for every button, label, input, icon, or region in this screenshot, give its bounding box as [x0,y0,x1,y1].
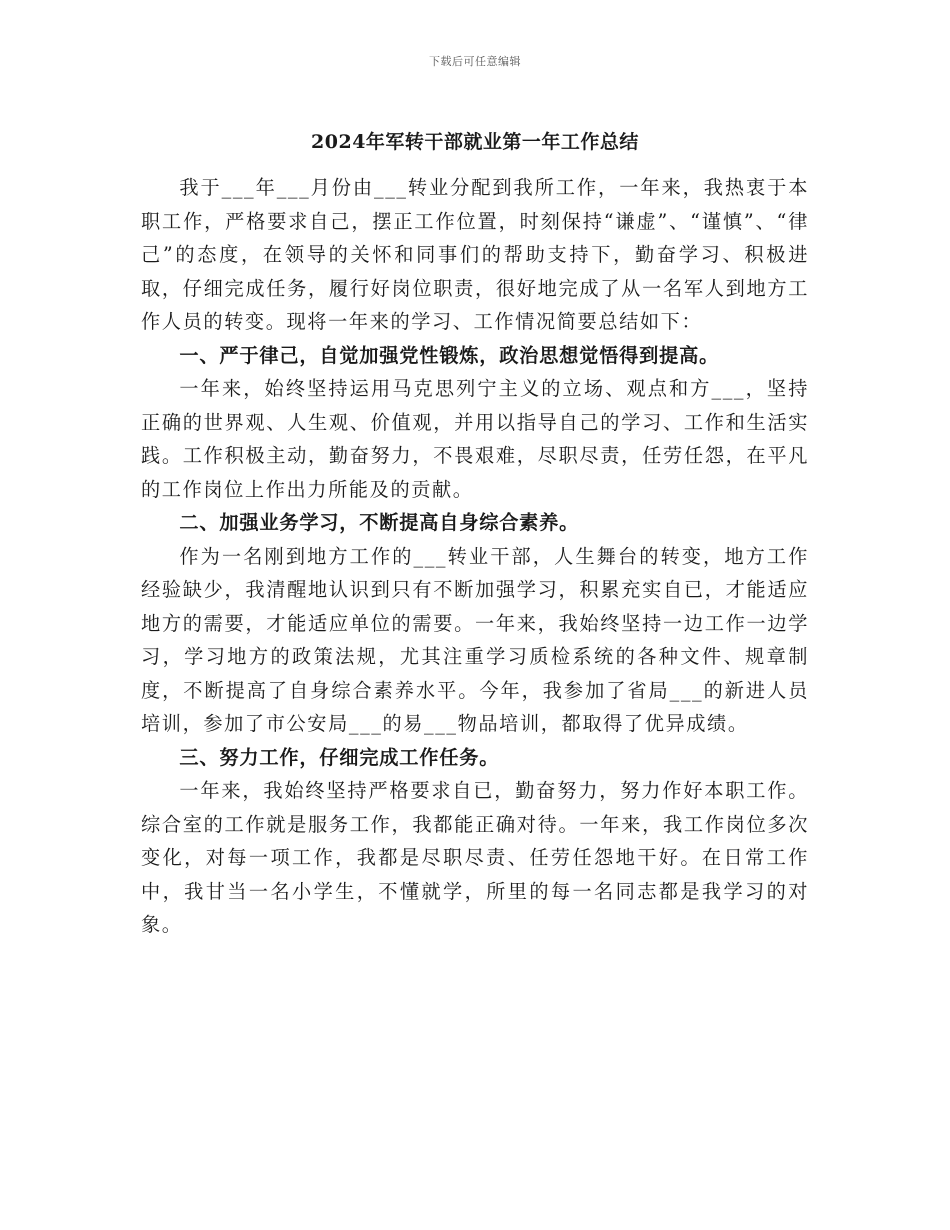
paragraph-intro: 我于___年___月份由___转业分配到我所工作，一年来，我热衷于本职工作，严格要求自己，摆正工作位置，时刻保持“谦虚”、“谨慎”、“律己”的态度，在领导的关怀和同事们的帮助支持下，勤奋学习、积极进取，仔细完成任务，履行好岗位职责，很好地完成了从一名军人到地方工作人员的转变。现将一年来的学习、工作情况简要总结如下： [141,176,809,333]
document-title: 2024年军转干部就业第一年工作总结 [311,131,639,153]
section-heading-3: 三、努力工作，仔细完成工作任务。 [179,745,500,769]
document-body [141,171,809,942]
paragraph-section-1: 一年来，始终坚持运用马克思列宁主义的立场、观点和方___，坚持正确的世界观、人生观、价值观，并用以指导自己的学习、工作和生活实践。工作积极主动，勤奋努力，不畏艰难，尽职尽责，任劳任怨，在平凡的工作岗位上作出力所能及的贡献。 [141,377,809,501]
section-heading-2: 二、加强业务学习，不断提高自身综合素养。 [179,511,580,534]
header-note: 下载后可任意编辑 [429,55,521,68]
section-heading-1: 一、严于律己，自觉加强党性锻炼，政治思想觉悟得到提高。 [179,343,720,367]
paragraph-section-3: 一年来，我始终坚持严格要求自已，勤奋努力，努力作好本职工作。综合室的工作就是服务工作，我都能正确对待。一年来，我工作岗位多次变化，对每一项工作，我都是尽职尽责、任劳任怨地干好。在日常工作中，我甘当一名小学生，不懂就学，所里的每一名同志都是我学习的对象。 [141,779,809,936]
paragraph-section-2: 作为一名刚到地方工作的___转业干部，人生舞台的转变，地方工作经验缺少，我清醒地认识到只有不断加强学习，积累充实自已，才能适应地方的需要，才能适应单位的需要。一年来，我始终坚持一边工作一边学习，学习地方的政策法规，尤其注重学习质检系统的各种文件、规章制度，不断提高了自身综合素养水平。今年，我参加了省局___的新进人员培训，参加了市公安局___的易___物品培训，都取得了优异成绩。 [141,544,809,735]
